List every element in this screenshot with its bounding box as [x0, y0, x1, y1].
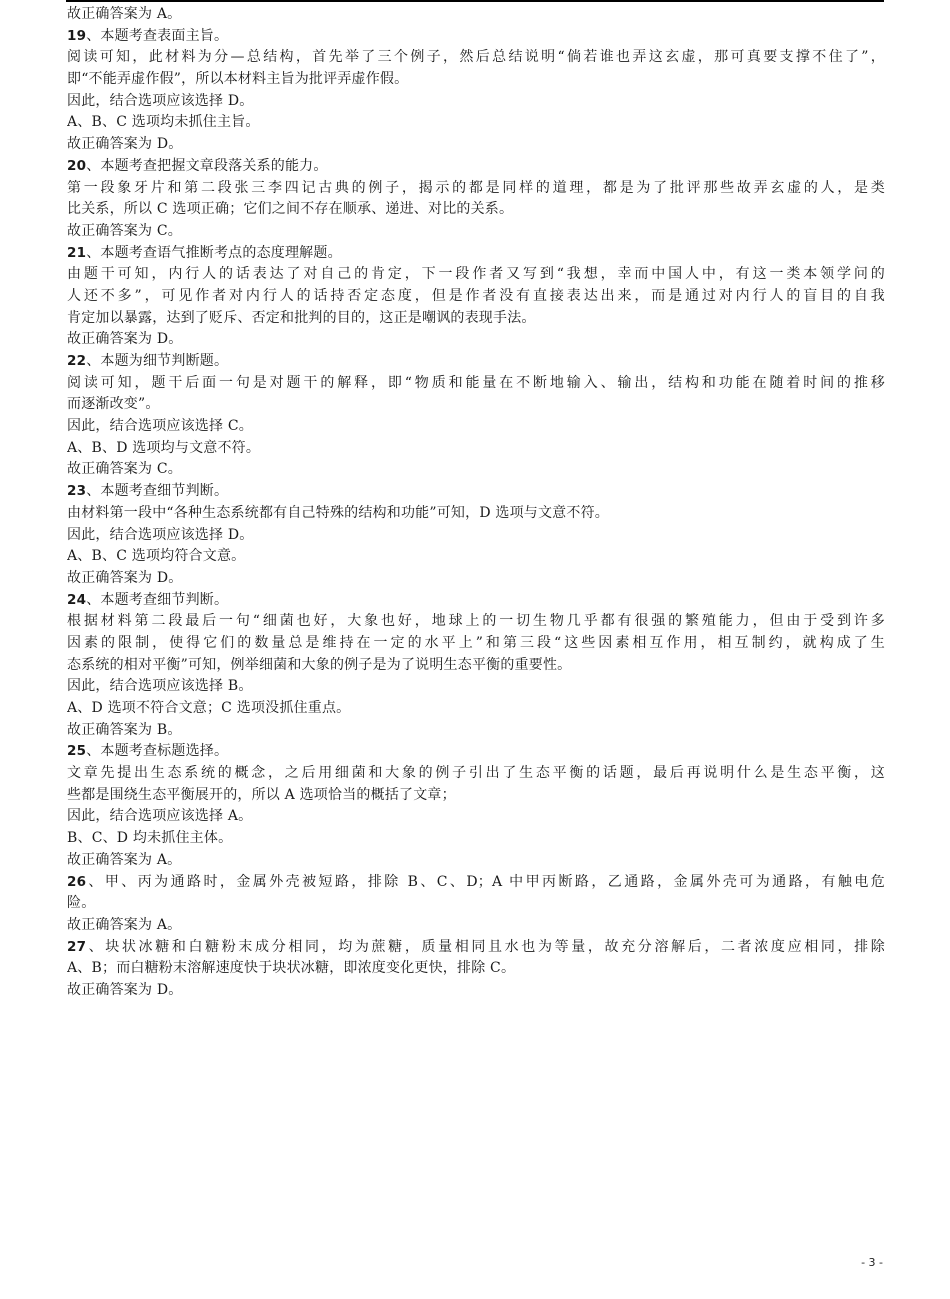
line-text: 阅读可知，此材料为分—总结构，首先举了三个例子，然后总结说明“倘若谁也弄这玄虚，那可真要支撑不住了”，	[67, 49, 885, 66]
text-line	[67, 47, 885, 69]
question-heading	[67, 590, 885, 612]
question-heading	[67, 937, 885, 959]
text-line	[67, 416, 885, 438]
question-heading	[67, 156, 885, 178]
line-text: 由题干可知，内行人的话表达了对自己的肯定，下一段作者又写到“我想，幸而中国人中，有这一类本领学问的	[67, 266, 885, 283]
line-text: 、本题考查语气推断考点的态度理解题。	[86, 244, 342, 261]
page-number: - 3 -	[861, 1256, 883, 1269]
line-text: 文章先提出生态系统的概念，之后用细菌和大象的例子引出了生态平衡的话题，最后再说明什么是生态平衡，这	[67, 765, 885, 782]
question-number: 27	[67, 938, 87, 955]
line-text: 故正确答案为 A。	[67, 916, 182, 933]
text-line	[67, 91, 885, 113]
line-text: 因此，结合选项应该选择 C。	[67, 418, 253, 435]
line-text: 根据材料第二段最后一句“细菌也好，大象也好，地球上的一切生物几乎都有很强的繁殖能力，但由于受到许多	[67, 613, 885, 630]
line-text: 第一段象牙片和第二段张三李四记古典的例子，揭示的都是同样的道理，都是为了批评那些故弄玄虚的人，是类	[67, 179, 885, 196]
text-line	[67, 525, 885, 547]
text-line	[67, 286, 885, 308]
line-text: 故正确答案为 B。	[67, 721, 182, 738]
line-text: 故正确答案为 D。	[67, 569, 183, 586]
text-line	[67, 568, 885, 590]
text-line	[67, 611, 885, 633]
line-text: A、B、C 选项均符合文意。	[67, 548, 246, 565]
line-text: 人还不多”，可见作者对内行人的话持否定态度，但是作者没有直接表达出来，而是通过对内行人的盲目的自我	[67, 287, 885, 304]
line-text: 即“不能弄虚作假”，所以本材料主旨为批评弄虚作假。	[67, 71, 409, 88]
line-text: A、B、D 选项均与文意不符。	[67, 439, 261, 456]
line-text: 故正确答案为 C。	[67, 461, 182, 478]
question-number: 23	[67, 483, 87, 500]
text-line	[67, 980, 885, 1002]
text-line	[67, 69, 885, 91]
line-text: 些都是围绕生态平衡展开的，所以 A 选项恰当的概括了文章；	[67, 786, 456, 803]
text-line	[67, 915, 885, 937]
line-text: 由材料第一段中“各种生态系统都有自己特殊的结构和功能”可知，D 选项与文意不符。	[67, 504, 609, 521]
line-text: 阅读可知，题干后面一句是对题干的解释，即“物质和能量在不断地输入、输出，结构和功能在随着时间的推移	[67, 374, 885, 391]
line-text: 比关系，所以 C 选项正确；它们之间不存在顺承、递进、对比的关系。	[67, 201, 514, 218]
text-line	[67, 264, 885, 286]
text-line	[67, 221, 885, 243]
text-line	[67, 763, 885, 785]
line-text: 因此，结合选项应该选择 D。	[67, 526, 254, 543]
text-line	[67, 112, 885, 134]
text-line	[67, 134, 885, 156]
line-text: A、B、C 选项均未抓住主旨。	[67, 114, 260, 131]
line-text: B、C、D 均未抓住主体。	[67, 830, 233, 847]
question-heading	[67, 872, 885, 894]
line-text: 因此，结合选项应该选择 A。	[67, 808, 253, 825]
line-text: 故正确答案为 A。	[67, 851, 182, 868]
text-line	[67, 893, 885, 915]
question-number: 20	[67, 157, 87, 174]
text-line	[67, 308, 885, 330]
question-number: 22	[67, 353, 87, 369]
line-text: 、甲、丙为通路时，金属外壳被短路，排除 B、C、D；A 中甲丙断路，乙通路，金属外壳可为通路，有触电危	[86, 873, 885, 890]
line-text: A、D 选项不符合文意；C 选项没抓住重点。	[67, 700, 351, 716]
line-text: 、本题为细节判断题。	[86, 353, 229, 369]
text-line	[67, 394, 885, 416]
line-text: 肯定加以暴露，达到了贬斥、否定和批判的目的，这正是嘲讽的表现手法。	[67, 309, 536, 326]
question-heading	[67, 26, 885, 48]
question-number: 21	[67, 244, 87, 261]
text-line	[67, 633, 885, 655]
line-text: 故正确答案为 D。	[67, 136, 183, 153]
text-line	[67, 806, 885, 828]
text-line	[67, 503, 885, 525]
header-rule	[66, 0, 884, 2]
line-text: 、本题考查细节判断。	[86, 591, 229, 608]
line-text: 、本题考查表面主旨。	[86, 27, 229, 44]
text-line	[67, 329, 885, 351]
question-number: 25	[67, 743, 87, 760]
line-text: 因素的限制，使得它们的数量总是维持在一定的水平上”和第三段“这些因素相互作用，相互制约，就构成了生	[67, 634, 885, 651]
line-text: 、本题考查把握文章段落关系的能力。	[86, 157, 328, 174]
line-text: 因此，结合选项应该选择 D。	[67, 92, 254, 109]
line-text: 、本题考查标题选择。	[86, 743, 229, 760]
text-line	[67, 178, 885, 200]
answer-explanations	[67, 4, 885, 1002]
line-text: 而逐渐改变”。	[67, 396, 160, 413]
line-text: 故正确答案为 D。	[67, 331, 183, 348]
line-text: 、本题考查细节判断。	[86, 483, 229, 500]
line-text: 、块状冰糖和白糖粉末成分相同，均为蔗糖，质量相同且水也为等量，故充分溶解后，二者浓度应相同，排除	[86, 938, 885, 955]
text-line	[67, 828, 885, 850]
text-line	[67, 720, 885, 742]
question-heading	[67, 351, 885, 373]
text-line	[67, 785, 885, 807]
question-heading	[67, 243, 885, 265]
text-line	[67, 698, 885, 720]
line-text: A、B；而白糖粉末溶解速度快于块状冰糖，即浓度变化更快，排除 C。	[67, 960, 516, 977]
text-line	[67, 438, 885, 460]
question-number: 19	[67, 27, 87, 44]
line-text: 态系统的相对平衡”可知，例举细菌和大象的例子是为了说明生态平衡的重要性。	[67, 656, 572, 673]
text-line	[67, 655, 885, 677]
text-line	[67, 850, 885, 872]
line-text: 因此，结合选项应该选择 B。	[67, 678, 253, 695]
text-line	[67, 958, 885, 980]
question-heading	[67, 481, 885, 503]
line-text: 故正确答案为 C。	[67, 222, 182, 239]
text-line	[67, 676, 885, 698]
text-line	[67, 546, 885, 568]
question-number: 26	[67, 873, 87, 890]
text-line	[67, 373, 885, 395]
line-text: 故正确答案为 A。	[67, 6, 182, 22]
text-line	[67, 199, 885, 221]
question-number: 24	[67, 591, 87, 608]
line-text: 险。	[67, 895, 96, 912]
text-line	[67, 4, 885, 26]
text-line	[67, 459, 885, 481]
line-text: 故正确答案为 D。	[67, 981, 183, 998]
question-heading	[67, 741, 885, 763]
